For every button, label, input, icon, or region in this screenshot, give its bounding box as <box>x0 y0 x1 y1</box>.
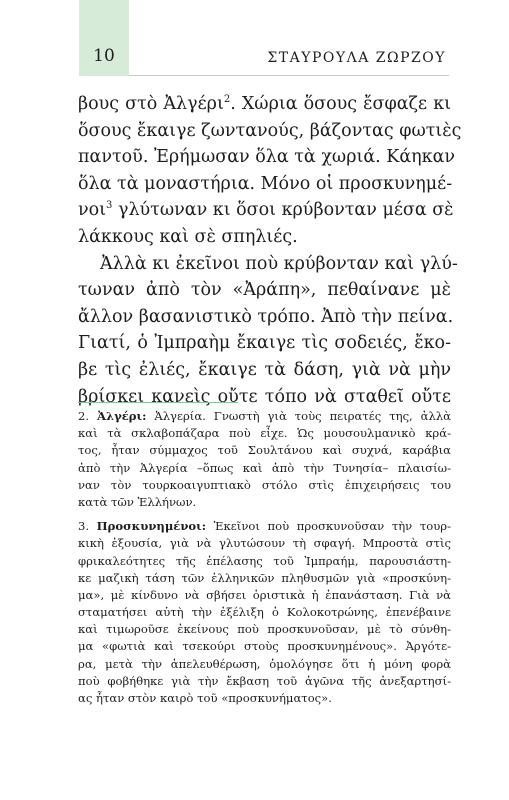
footnote-line: καὶ τὰ σκλαβοπάζαρα ποὺ εἶχε. Ὡς μουσουλμανικὸ κρά- <box>78 426 451 441</box>
footnote-line: κε μαζικὴ τάση τῶν ἑλληνικῶν πληθυσμῶν γιὰ «προσκύνη- <box>78 570 451 585</box>
footnote-term: Προσκυνημένοι: <box>96 519 207 534</box>
body-line: νοι$^3$ γλύτωναν κι ὅσοι κρύβονταν μέσα σὲ <box>78 200 454 221</box>
body-line: βρίσκει κανεὶς οὔτε τόπο νὰ σταθεῖ οὔτε <box>78 386 451 407</box>
footnote-line: ρα, μετὰ τὴν ἀπελευθέρωση, ὁμολόγησε ὅτι ἡ μόνη φορὰ <box>78 656 451 671</box>
page-number: 10 <box>93 46 115 66</box>
footnote-line: τος, ἦταν σύμμαχος τοῦ Σουλτάνου καὶ συχνά, καράβια <box>78 443 451 458</box>
header-rule <box>129 75 449 76</box>
footnote-line: κατὰ τῶν Ἑλλήνων. <box>78 494 197 509</box>
footnote-line: ποὺ φοβήθηκε γιὰ τὴν ἔκβαση τοῦ ἀγῶνα τῆς ἀνεξαρτησί- <box>78 673 451 688</box>
running-header-author: ΣΤΑΥΡΟΥΛΑ ΖΩΡΖΟΥ <box>267 50 446 66</box>
footnote-term: Ἀλγέρι: <box>96 409 147 423</box>
body-line: παντοῦ. Ἐρήμωσαν ὅλα τὰ χωριά. Κάηκαν <box>78 147 456 168</box>
body-line: ὅλα τὰ μοναστήρια. Μόνο οἱ προσκυνημέ- <box>78 173 453 194</box>
footnote-ref-2: 2 <box>223 94 231 106</box>
footnotes <box>78 408 451 707</box>
footnote-line: μα», μὲ κίνδυνο νὰ σβήσει ὁριστικὰ ἡ ἐπανάσταση. Γιὰ νὰ <box>78 587 451 602</box>
body-line: τωναν ἀπὸ τὸν «Ἀράπη», πεθαίνανε μὲ <box>78 280 451 301</box>
body-line: λάκκους καὶ σὲ σπηλιές. <box>78 226 298 247</box>
footnote-line: ἀπὸ τὴν Ἀλγερία –ὅπως καὶ ἀπὸ τὴν Τυνησία– πλαισίω- <box>78 460 451 475</box>
footnote-line: καὶ τιμωροῦσε ἐκείνους ποὺ προσκυνοῦσαν, μὲ τὸ σύνθη- <box>78 622 451 637</box>
footnote-line: ναν τὸν τουρκοαιγυπτιακὸ στόλο στὶς ἐπιχειρήσεις του <box>78 477 451 492</box>
body-line: βους στὸ Ἀλγέρι$^2$. Χώρια ὅσους ἔσφαζε κι <box>78 94 451 114</box>
body-line: Γιατί, ὁ Ἰμπραὴμ ἔκαιγε τὶς σοδειές, ἔκο- <box>78 333 451 354</box>
footnote-line: ας ἦταν στὸν καιρὸ τοῦ «προσκυνήματος». <box>78 691 332 705</box>
footnote-2: 2. Ἀλγέρι: Ἀλγερία. Γνωστὴ γιὰ τοὺς πειρατές της, ἀλλὰ <box>78 409 452 423</box>
footnote-line: φρικαλεότητες τῆς ἐπέλασης τοῦ Ἰμπραήμ, παρουσιάστη- <box>78 553 451 568</box>
body-line: Ἀλλὰ κι ἐκεῖνοι ποὺ κρύβονταν καὶ γλύ- <box>100 253 458 274</box>
footnote-rule <box>78 402 238 403</box>
footnote-line: κικὴ ἐξουσία, γιὰ νὰ γλυτώσουν τὴ σφαγή. Μπροστὰ στὶς <box>78 536 451 551</box>
footnote-ref-3: 3 <box>106 200 113 212</box>
body-line: ὅσους ἔκαιγε ζωντανούς, βάζοντας φωτιὲς <box>78 120 462 141</box>
body-line: ἄλλον βασανιστικὸ τρόπο. Ἀπὸ τὴν πείνα. <box>78 306 454 327</box>
body-line: βε τὶς ἐλιές, ἔκαιγε τὰ δάση, γιὰ νὰ μὴν <box>78 359 451 380</box>
body-text <box>78 91 462 410</box>
footnote-3: 3. Προσκυνημένοι: Ἐκεῖνοι ποὺ προσκυνοῦσαν τὴν τουρ- <box>78 519 451 534</box>
footnote-line: μα «φωτιὰ καὶ τσεκούρι στοὺς προσκυνημένους». Ἀργότε- <box>78 639 451 654</box>
footnote-line: σταματήσει αὐτὴ τὴν ἐξέλιξη ὁ Κολοκοτρώνης, ἐπενέβαινε <box>78 605 451 620</box>
